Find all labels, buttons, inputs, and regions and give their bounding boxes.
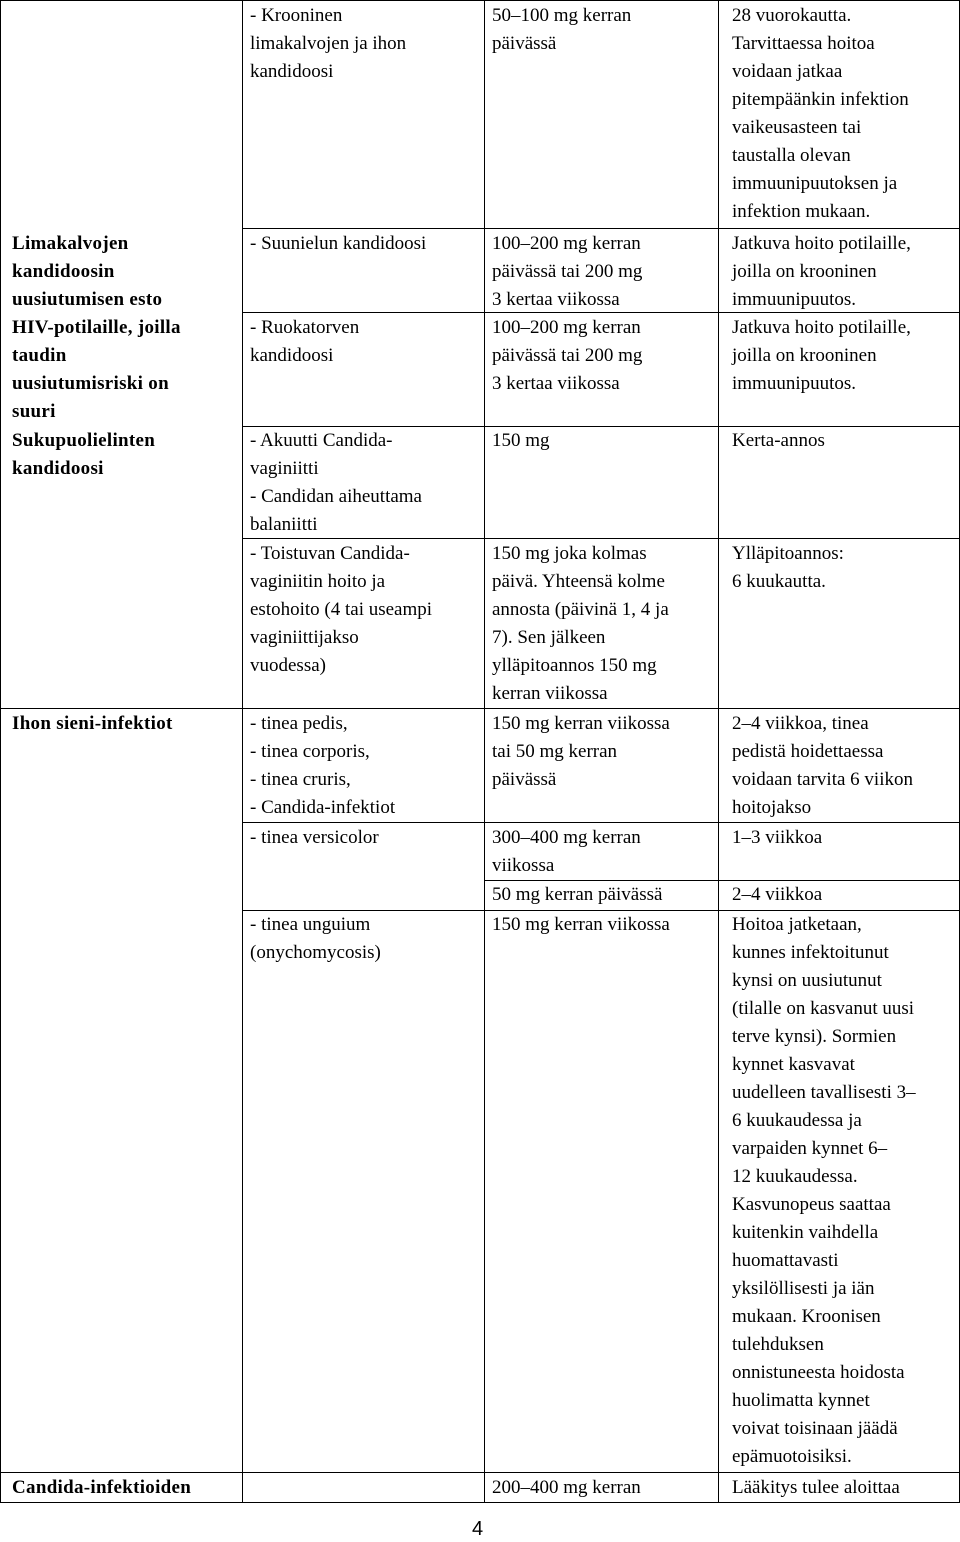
cell-indication: Candida-infektioiden bbox=[12, 1477, 192, 1498]
page-number: 4 bbox=[472, 1518, 484, 1540]
cell-form: - Ruokatorven kandidoosi bbox=[250, 317, 360, 366]
cell-form: - tinea pedis, - tinea corporis, - tinea cruris, - Candida-infektiot bbox=[250, 713, 396, 818]
cell-form: - tinea versicolor bbox=[250, 827, 379, 848]
cell-duration: Jatkuva hoito potilaille, joilla on krooninen immuunipuutos. bbox=[732, 317, 911, 394]
cell-dose: 300–400 mg kerran viikossa bbox=[492, 827, 641, 876]
cell-indication: Sukupuolielinten kandidoosi bbox=[12, 430, 156, 479]
cell-dose: 150 mg joka kolmas päivä. Yhteensä kolme annosta (päivinä 1, 4 ja 7). Sen jälkeen ylläpitoannos 150 mg kerran viikossa bbox=[492, 543, 669, 704]
row-divider bbox=[0, 708, 960, 709]
table-border-left bbox=[0, 0, 1, 1502]
cell-duration: 28 vuorokautta. Tarvittaessa hoitoa voidaan jatkaa pitempäänkin infektion vaikeusasteen tai taustalla olevan immuunipuutoksen ja infektion mukaan. bbox=[732, 5, 909, 222]
cell-dose: 50–100 mg kerran päivässä bbox=[492, 5, 632, 54]
cell-dose: 50 mg kerran päivässä bbox=[492, 884, 663, 905]
cell-duration: Jatkuva hoito potilaille, joilla on krooninen immuunipuutos. bbox=[732, 233, 911, 310]
table-border-bottom bbox=[0, 1502, 960, 1503]
cell-dose: 150 mg bbox=[492, 430, 550, 451]
cell-form: - Krooninen limakalvojen ja ihon kandidoosi bbox=[250, 5, 407, 82]
cell-dose: 200–400 mg kerran bbox=[492, 1477, 641, 1498]
cell-dose: 100–200 mg kerran päivässä tai 200 mg 3 kertaa viikossa bbox=[492, 317, 643, 394]
cell-dose: 150 mg kerran viikossa bbox=[492, 914, 670, 935]
cell-duration: Kerta-annos bbox=[732, 430, 825, 451]
cell-duration: Ylläpitoannos: 6 kuukautta. bbox=[732, 543, 844, 592]
cell-duration: 2–4 viikkoa bbox=[732, 884, 823, 905]
table-border-top bbox=[0, 0, 960, 1]
cell-indication: Limakalvojen kandidoosin uusiutumisen esto HIV-potilaille, joilla taudin uusiutumisriski on suuri bbox=[12, 233, 181, 422]
cell-indication: Ihon sieni-infektiot bbox=[12, 713, 173, 734]
row-divider bbox=[242, 822, 960, 823]
cell-form: - Akuutti Candida- vaginiitti - Candidan aiheuttama balaniitti bbox=[250, 430, 422, 535]
row-divider bbox=[242, 228, 960, 229]
column-divider bbox=[484, 0, 485, 1502]
column-divider bbox=[242, 0, 243, 1502]
row-divider bbox=[0, 1472, 960, 1473]
cell-duration: Lääkitys tulee aloittaa bbox=[732, 1477, 900, 1498]
cell-duration: Hoitoa jatketaan, kunnes infektoitunut kynsi on uusiutunut (tilalle on kasvanut uusi terve kynsi). Sormien kynnet kasvavat uudelleen tavallisesti 3– 6 kuukaudessa ja varpaiden kynnet 6– 12 kuukaudessa. Kasvunopeus saattaa kuitenkin vaihdella huomattavasti yksilöllisesti ja iän mukaan. Kroonisen tulehduksen onnistuneesta hoidosta huolimatta kynnet voivat toisinaan jäädä epämuotoisiksi. bbox=[732, 914, 916, 1467]
cell-dose: 100–200 mg kerran päivässä tai 200 mg 3 kertaa viikossa bbox=[492, 233, 643, 310]
cell-duration: 2–4 viikkoa, tinea pedistä hoidettaessa voidaan tarvita 6 viikon hoitojakso bbox=[732, 713, 913, 818]
column-divider bbox=[718, 0, 719, 1502]
cell-form: - Suunielun kandidoosi bbox=[250, 233, 427, 254]
cell-duration: 1–3 viikkoa bbox=[732, 827, 823, 848]
cell-form: - Toistuvan Candida- vaginiitin hoito ja estohoito (4 tai useampi vaginiittijakso vuodessa) bbox=[250, 543, 433, 676]
cell-form: - tinea unguium (onychomycosis) bbox=[250, 914, 381, 963]
cell-dose: 150 mg kerran viikossa tai 50 mg kerran päivässä bbox=[492, 713, 670, 790]
